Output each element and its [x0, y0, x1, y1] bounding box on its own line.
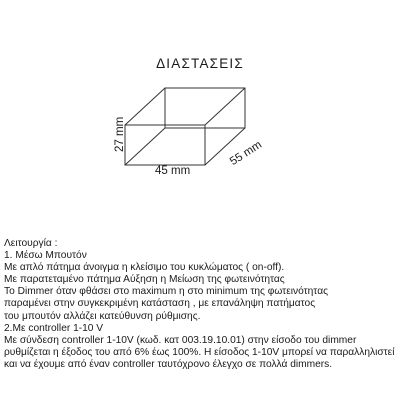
box-edge-bl	[125, 128, 165, 165]
depth-dimension-label: 55 mm	[228, 138, 265, 169]
instruction-line: και να έχουμε από έναν controller ταυτόχρονο έλεγχο σε πολλά dimmers.	[4, 358, 333, 370]
diagram-title: ΔΙΑΣΤΑΣΕΙΣ	[156, 56, 244, 71]
instruction-line: του μπουτόν αλλάζει κατεύθυνση ρύθμισης.	[4, 310, 201, 322]
instruction-line: Με απλό πάτημα άνοιγμα η κλείσιμο του κυκλώματος ( on-off).	[4, 262, 285, 274]
height-dimension-label: 27 mm	[114, 116, 126, 152]
instruction-line: Το Dimmer όταν φθάσει στο maximum η στο minimum της φωτεινότητας	[4, 286, 328, 298]
instruction-line: Με σύνδεση controller 1-10V (κωδ. κατ 003.19.10.01) στην είσοδο του dimmer	[4, 334, 357, 346]
instruction-line: ρυθμίζεται η έξοδος του από 6% έως 100%. Η είσοδος 1-10V μπορεί να παραλληλιστεί	[4, 346, 395, 358]
box-back-face	[165, 88, 245, 128]
instruction-line: παραμένει στην συγκεκριμένη κατάσταση , με επανάληψη πατήματος	[4, 298, 316, 310]
box-edge-tr	[205, 88, 245, 125]
box-edges	[125, 88, 245, 165]
instruction-line: Με παρατεταμένο πάτημα Αύξηση η Μείωση της φωτεινότητας	[4, 274, 285, 286]
width-dimension-label: 45 mm	[155, 165, 191, 177]
instruction-line: Λειτουργία :	[4, 238, 58, 249]
operation-instructions	[4, 238, 398, 371]
box-front-face	[125, 125, 205, 165]
instruction-line: 1. Μέσω Μπουτόν	[4, 250, 87, 262]
instruction-line: 2.Με controller 1-10 V	[4, 322, 104, 334]
box-edge-tl	[125, 88, 165, 125]
